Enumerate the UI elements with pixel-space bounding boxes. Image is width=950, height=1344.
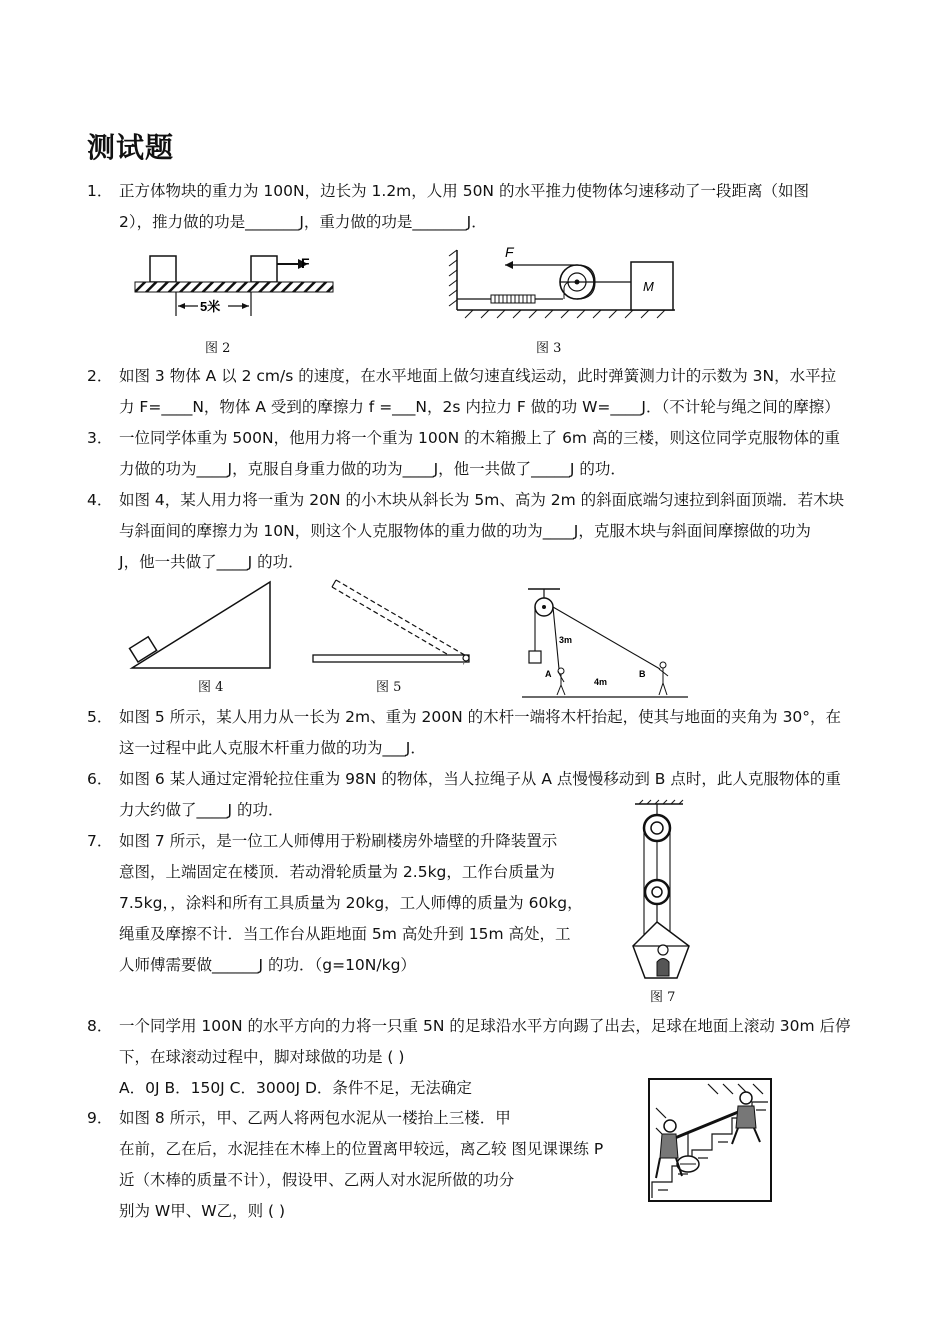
question-text: 一位同学体重为 500N，他用力将一个重为 100N 的木箱搬上了 6m 高的三楼，则这位同学克服物体的重 (119, 429, 840, 447)
question-5-line-1 (87, 706, 841, 728)
point-b-label: B (639, 669, 646, 679)
block-right (251, 256, 277, 282)
question-text: 如图 7 所示，是一位工人师傅用于粉刷楼房外墙壁的升降装置示 (119, 832, 558, 850)
figure-2-caption: 图 2 (205, 341, 231, 356)
question-number: 8． (87, 1017, 113, 1035)
question-9-line-3: 近（木棒的质量不计），假设甲、乙两人对水泥所做的功分 (119, 1171, 515, 1189)
question-9-line-4: 别为 W甲、W乙，则 ( ) (119, 1202, 286, 1220)
question-text: 如图 5 所示，某人用力从一长为 2m、重为 200N 的木杆一端将木杆抬起，使其与地面的夹角为 30°，在 (119, 708, 842, 726)
figure-8-illustration (648, 1078, 772, 1202)
question-7-line-2: 意图，上端固定在楼顶．若动滑轮质量为 2.5kg，工作台质量为 (119, 863, 555, 881)
distance-label: 5米 (200, 299, 221, 314)
height-label: 3m (559, 635, 573, 645)
question-text: 如图 6 某人通过定滑轮拉住重为 98N 的物体，当人拉绳子从 A 点慢慢移动到 B 点时，此人克服物体的重 (119, 770, 841, 788)
page-title: 测试题 (87, 131, 175, 164)
figure-7-caption: 图 7 (650, 990, 676, 1005)
figure-4 (128, 580, 278, 670)
block-label: M (643, 279, 654, 294)
question-text: 一个同学用 100N 的水平方向的力将一只重 5N 的足球沿水平方向踢了出去，足球在地面上滚动 30m 后停 (119, 1017, 851, 1035)
question-1-line-1 (87, 180, 809, 202)
question-3-line-1 (87, 427, 840, 449)
question-text: 如图 4，某人用力将一重为 20N 的小木块从斜长为 5m、高为 2m 的斜面底端匀速拉到斜面顶端．若木块 (119, 491, 845, 509)
question-2-line-1 (87, 365, 836, 387)
question-number: 1． (87, 182, 113, 200)
distance-label: 4m (594, 677, 608, 687)
question-8-options: A．0J B．150J C．3000J D．条件不足，无法确定 (119, 1079, 472, 1097)
question-number: 5． (87, 708, 113, 726)
question-7-line-4: 绳重及摩擦不计．当工作台从距地面 5m 高处升到 15m 高处，工 (119, 925, 571, 943)
question-5-line-2: 这一过程中此人克服木杆重力做的功为___J． (119, 739, 426, 757)
ground-hatch (135, 282, 333, 292)
question-text: 正方体物块的重力为 100N，边长为 1.2m，人用 50N 的水平推力使物体匀速移动了一段距离（如图 (119, 182, 809, 200)
figure-2 (130, 250, 340, 325)
question-9-line-2: 在前，乙在后，水泥挂在木棒上的位置离甲较远，离乙较 图见课课练 P (119, 1140, 604, 1158)
question-number: 3． (87, 429, 113, 447)
question-text: 如图 3 物体 A 以 2 cm/s 的速度，在水平地面上做匀速直线运动，此时弹簧测力计的示数为 3N，水平拉 (119, 367, 837, 385)
question-8-line-1 (87, 1015, 851, 1037)
person-b (659, 662, 668, 695)
figure-3-caption: 图 3 (536, 341, 562, 356)
question-6-line-2: 力大约做了____J 的功． (119, 801, 284, 819)
figure-5-caption: 图 5 (376, 680, 402, 695)
question-1-line-2: 2），推力做的功是_______J，重力做的功是_______J． (119, 213, 487, 231)
question-number: 4． (87, 491, 113, 509)
figure-5 (310, 575, 480, 665)
question-4-line-2: 与斜面间的摩擦力为 10N，则这个人克服物体的重力做的功为____J，克服木块与斜面间摩擦做的功为 (119, 522, 811, 540)
force-label: F (505, 244, 514, 260)
question-text: 如图 8 所示，甲、乙两人将两包水泥从一楼抬上三楼．甲 (119, 1109, 511, 1127)
figure-3 (445, 240, 685, 320)
question-3-line-2: 力做的功为____J，克服自身重力做的功为____J，他一共做了_____J 的功． (119, 460, 626, 478)
question-7-line-3: 7.5kg，，涂料和所有工具质量为 20kg，工人师傅的质量为 60kg， (119, 894, 583, 912)
question-8-line-2: 下，在球滚动过程中，脚对球做的功是 ( ) (119, 1048, 405, 1066)
question-4-line-1 (87, 489, 844, 511)
figure-6 (520, 585, 692, 700)
question-7-line-1 (87, 830, 557, 852)
question-number: 7． (87, 832, 113, 850)
question-9-line-1 (87, 1107, 511, 1129)
person-a (557, 668, 565, 695)
spring-scale (491, 295, 535, 303)
question-number: 2． (87, 367, 113, 385)
question-2-line-2: 力 F=____N，物体 A 受到的摩擦力 f =___N，2s 内拉力 F 做的功 W=____J．（不计轮与绳之间的摩擦） (119, 398, 840, 416)
point-a-label: A (545, 669, 552, 679)
question-6-line-1 (87, 768, 841, 790)
rod (313, 655, 469, 662)
question-number: 9． (87, 1109, 113, 1127)
force-label: F (301, 255, 310, 271)
figure-7 (625, 800, 705, 985)
block-left (150, 256, 176, 282)
question-7-line-5: 人师傅需要做______J 的功．（g=10N/kg） (119, 956, 416, 974)
question-number: 6． (87, 770, 113, 788)
figure-4-caption: 图 4 (198, 680, 224, 695)
hanging-weight (529, 651, 541, 663)
question-4-line-3: J，他一共做了____J 的功． (119, 553, 304, 571)
